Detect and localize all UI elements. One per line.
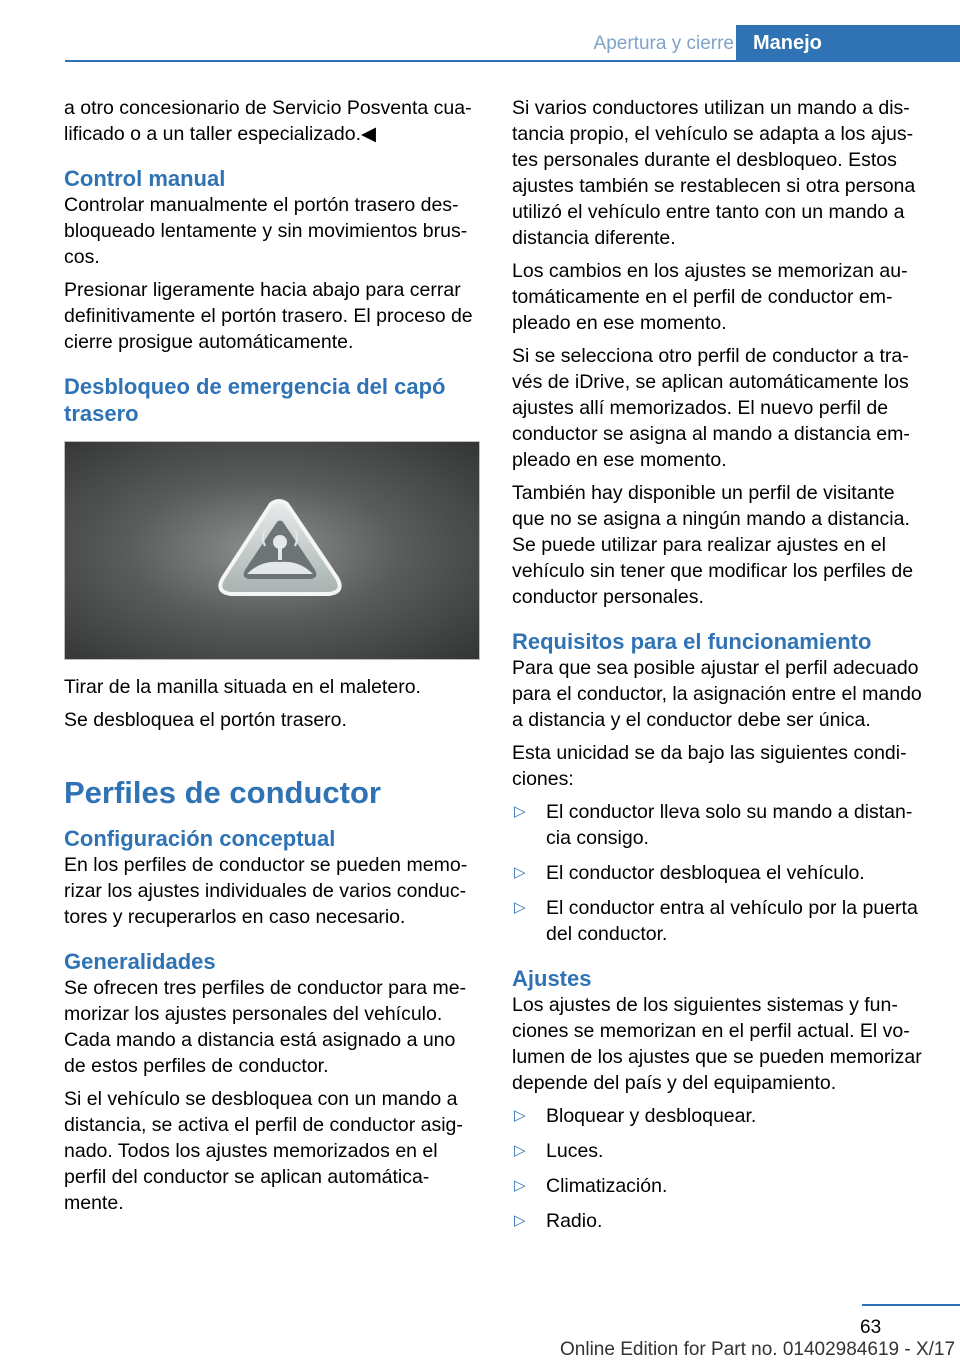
triangle-bullet-icon: ▷ (514, 1212, 526, 1229)
triangle-bullet-icon: ▷ (514, 899, 526, 916)
header-rule (65, 60, 960, 62)
requirements-paragraph-1: Para que sea posible ajustar el perfil adecuado para el conductor, la asignación entre el mando a distancia y el conductor debe ser única. (512, 657, 922, 731)
unlocks-paragraph: Se desbloquea el portón trasero. (64, 709, 347, 731)
header-chapter-label: Manejo (753, 32, 822, 54)
heading-requirements: Requisitos para el funcionamiento (512, 629, 872, 654)
list-item-text: El conductor entra al vehículo por la puerta del conductor. (546, 897, 918, 945)
heading-control-manual: Control manual (64, 166, 226, 191)
heading-emergency-release: Desbloqueo de emergencia del capó trasero (64, 374, 446, 426)
header-section-label: Apertura y cierre (593, 33, 734, 54)
right-column (512, 95, 932, 1234)
list-item (512, 1103, 932, 1129)
concept-paragraph: En los perfiles de conductor se pueden memo-rizar los ajustes individuales de varios conduc-tores y recuperarlos en caso necesario. (64, 854, 468, 928)
list-item (512, 860, 932, 886)
list-item (512, 1138, 932, 1164)
right-paragraph-2: Los cambios en los ajustes se memorizan au-tomáticamente en el perfil de conductor em-pleado en ese momento. (512, 260, 908, 334)
heading-driver-profiles: Perfiles de conductor (64, 775, 381, 810)
header-chapter-tab[interactable] (736, 25, 960, 61)
list-item-text: Radio. (546, 1210, 603, 1232)
list-item (512, 799, 932, 851)
header-section-tab[interactable] (546, 28, 734, 59)
left-column (64, 95, 480, 1216)
list-item-text: El conductor lleva solo su mando a distan-cia consigo. (546, 801, 913, 849)
right-paragraph-3: Si se selecciona otro perfil de conductor a tra-vés de iDrive, se aplican automáticamente los ajustes allí memorizados. El nuevo perfil de conductor se asigna al mando a distancia em-pleado en ese momento. (512, 345, 910, 471)
list-item (512, 1173, 932, 1199)
control-paragraph-1: Controlar manualmente el portón trasero des-bloqueado lentamente y sin movimientos brus-cos. (64, 194, 468, 268)
list-item-text: Luces. (546, 1140, 604, 1162)
heading-general: Generalidades (64, 949, 216, 974)
requirements-paragraph-2: Esta unicidad se da bajo las siguientes condi-ciones: (512, 742, 907, 790)
heading-settings: Ajustes (512, 966, 592, 991)
settings-paragraph: Los ajustes de los siguientes sistemas y fun-ciones se memorizan en el perfil actual. El vo-lumen de los ajustes que se pueden memorizar depende del país y del equipamiento. (512, 994, 922, 1094)
list-item (512, 895, 932, 947)
pull-handle-paragraph: Tirar de la manilla situada en el maletero. (64, 676, 421, 698)
emergency-handle-figure (64, 441, 480, 660)
intro-paragraph: a otro concesionario de Servicio Posventa cua-lificado o a un taller especializado.◀ (64, 97, 472, 145)
footer-edition: Online Edition for Part no. 01402984619 - X/17 (560, 1339, 956, 1360)
right-paragraph-1: Si varios conductores utilizan un mando a dis-tancia propio, el vehículo se adapta a los ajus-tes personales durante el desbloqueo. Estos ajustes también se restablecen si otra persona utilizó el vehículo entre tanto con un mando a distancia diferente. (512, 97, 916, 249)
list-item (512, 1208, 932, 1234)
emergency-release-handle-icon (65, 442, 480, 660)
list-item-text: El conductor desbloquea el vehículo. (546, 862, 865, 884)
triangle-bullet-icon: ▷ (514, 1107, 526, 1124)
page-number: 63 (860, 1317, 882, 1338)
heading-conceptual-configuration: Configuración conceptual (64, 826, 336, 851)
settings-list (512, 1103, 932, 1234)
list-item-text: Bloquear y desbloquear. (546, 1105, 757, 1127)
general-paragraph-1: Se ofrecen tres perfiles de conductor para me-morizar los ajustes personales del vehículo. Cada mando a distancia está asignado a uno de estos perfiles de conductor. (64, 977, 467, 1077)
triangle-bullet-icon: ▷ (514, 803, 526, 820)
right-paragraph-4: También hay disponible un perfil de visitante que no se asigna a ningún mando a distancia. Se puede utilizar para realizar ajustes en el vehículo sin tener que modificar los perfiles de conductor personales. (512, 482, 914, 608)
triangle-bullet-icon: ▷ (514, 1142, 526, 1159)
list-item-text: Climatización. (546, 1175, 668, 1197)
control-paragraph-2: Presionar ligeramente hacia abajo para cerrar definitivamente el portón trasero. El proceso de cierre prosigue automáticamente. (64, 279, 473, 353)
triangle-bullet-icon: ▷ (514, 864, 526, 881)
conditions-list (512, 799, 932, 947)
triangle-bullet-icon: ▷ (514, 1177, 526, 1194)
footer-rule (862, 1304, 960, 1306)
general-paragraph-2: Si el vehículo se desbloquea con un mando a distancia, se activa el perfil de conductor asig-nado. Todos los ajustes memorizados en el perfil del conductor se aplican automática-mente. (64, 1088, 463, 1214)
